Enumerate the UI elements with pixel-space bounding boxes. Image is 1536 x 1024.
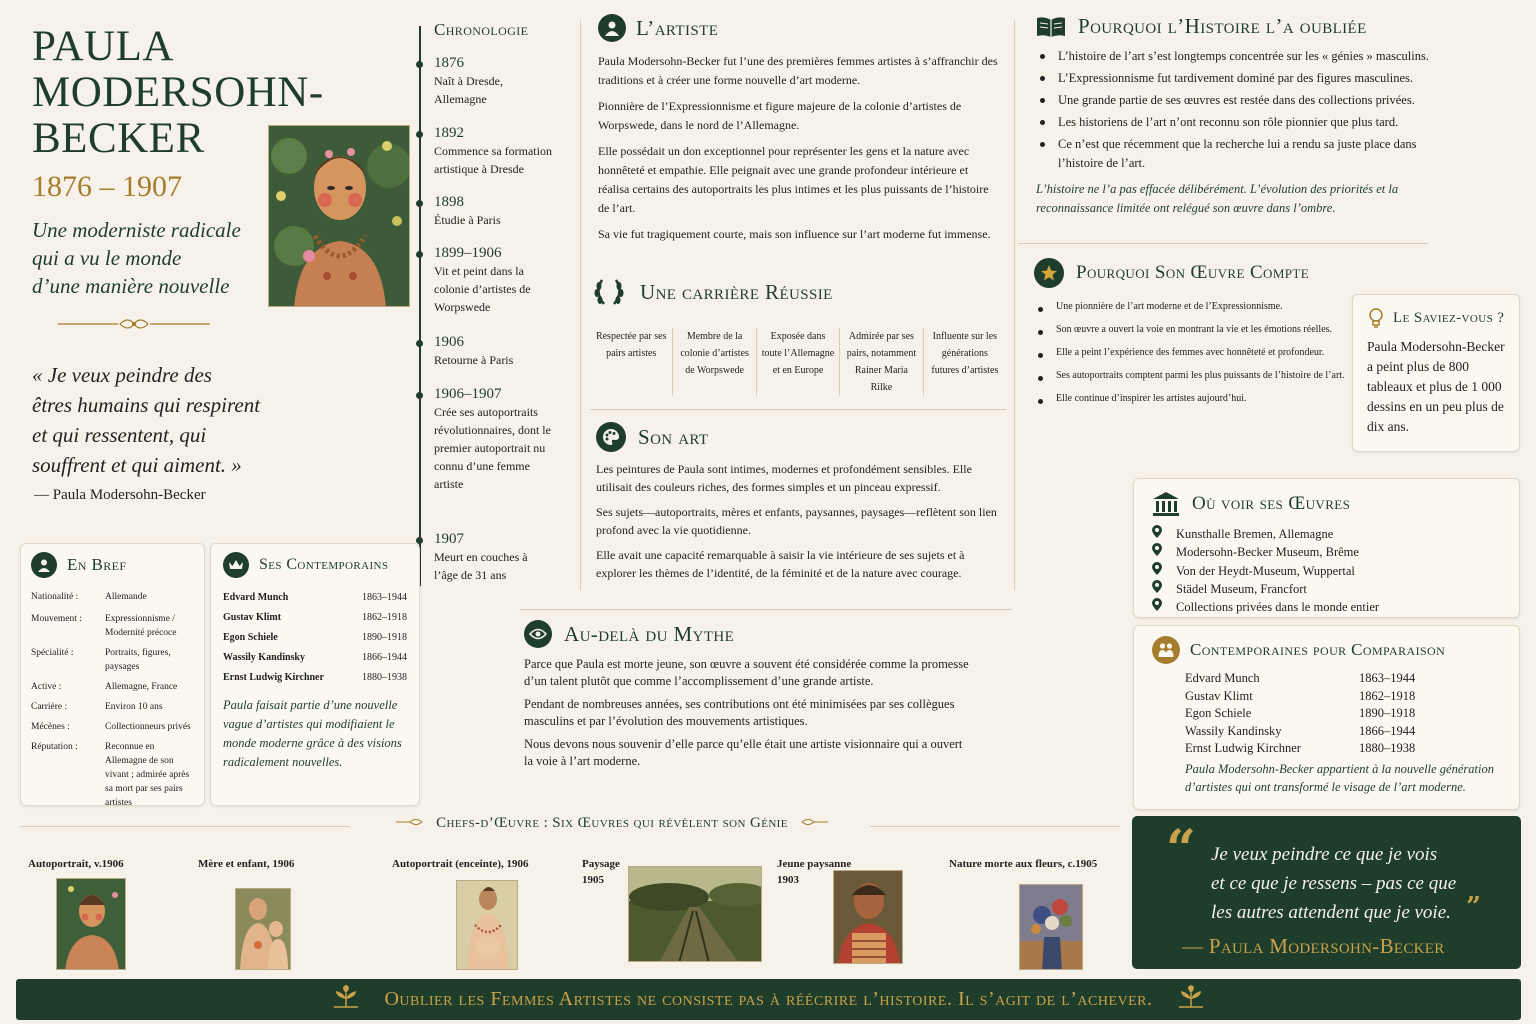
location-label: Collections privées dans le monde entier — [1176, 600, 1380, 615]
chron-dot — [416, 131, 423, 138]
chron-text: Meurt en couches à l’âge de 31 ans — [434, 550, 528, 582]
forgotten-list — [1036, 47, 1466, 173]
table-row — [31, 720, 194, 734]
where-title: Où voir ses Œuvres — [1192, 493, 1351, 514]
chron-year: 1906 — [434, 334, 464, 350]
forgotten-item: L’histoire de l’art s’est longtemps concentrée sur les « génies » masculins. — [1036, 47, 1466, 66]
art-paragraph: Les peintures de Paula sont intimes, modernes et profondément sensibles. Elle utilisait des couleurs riches, des formes simples et un pinceau expressif. — [596, 462, 972, 494]
forgotten-item: Les historiens de l’art n’ont reconnu son rôle pionnier que plus tard. — [1036, 113, 1466, 132]
footer-banner — [16, 979, 1521, 1020]
career-item: Exposée dans toute l’Allemagne et en Europe — [757, 328, 840, 396]
brief-label: Mécènes : — [31, 722, 70, 732]
forgotten-item: Une grande partie de ses œuvres est restée dans des collections privées. — [1036, 91, 1466, 110]
artist-name-cell: Wassily Kandinsky — [223, 652, 305, 663]
artwork-card — [777, 846, 947, 972]
brief-table — [31, 590, 194, 810]
myth-title: Au-delà du Mythe — [564, 621, 735, 646]
chron-year: 1906–1907 — [434, 386, 502, 402]
artist-dates-cell: 1863–1944 — [362, 592, 407, 603]
chron-year: 1899–1906 — [434, 245, 502, 261]
open-book-icon — [1036, 15, 1066, 39]
matters-item: Son œuvre a ouvert la voie en montrant la vie et les émotions réelles. — [1034, 323, 1349, 337]
artist-name-cell: Gustav Klimt — [1185, 688, 1253, 703]
masterpieces-row — [20, 846, 1126, 972]
chron-year: 1907 — [434, 531, 464, 547]
chron-dot — [416, 200, 423, 207]
career-grid — [590, 328, 1006, 396]
artist-dates-cell: 1862–1918 — [362, 612, 407, 623]
artwork-title: Autoportrait, v.1906 — [28, 858, 124, 870]
brief-value: Reconnue en Allemagne de son vivant ; admirée après sa mort par ses pairs artistes — [105, 742, 190, 808]
compare-table — [1152, 670, 1501, 796]
divider-horizontal — [590, 409, 1006, 410]
artist-name-cell: Egon Schiele — [1185, 706, 1252, 720]
left-quote-author: — Paula Modersohn-Becker — [34, 487, 206, 503]
location-label: Modersohn-Becker Museum, Brême — [1176, 545, 1359, 560]
table-row — [1185, 688, 1501, 706]
artwork-image-pregnant-self-portrait — [456, 880, 518, 970]
artist-dates-cell: 1866–1944 — [1359, 723, 1416, 738]
brief-label: Spécialité : — [31, 648, 74, 658]
chron-event — [434, 333, 569, 369]
brief-label: Active : — [31, 682, 62, 692]
brief-value: Portraits, figures, paysages — [105, 648, 171, 672]
matters-list — [1034, 300, 1349, 406]
career-item: Admirée par ses pairs, notamment Rainer Maria Rilke — [840, 328, 923, 396]
chron-event — [434, 385, 554, 493]
where-list — [1152, 525, 1501, 616]
chron-dot — [416, 251, 423, 258]
matters-item: Elle continue d’inspirer les artistes aujourd’hui. — [1034, 392, 1349, 406]
artist-paragraph: Elle possédait un don exceptionnel pour représenter les gens et la nature avec honnêteté et empathie. Elle peignait avec une grande profondeur intérieure et réalisa certains des autoportraits les plus intimes et les plus puissants de l’histoire de l’art. — [598, 144, 989, 215]
art-title: Son art — [638, 424, 709, 449]
chron-dot — [416, 340, 423, 347]
matters-item: Elle a peint l’expérience des femmes avec honnêteté et profondeur. — [1034, 346, 1349, 360]
artist-dates-cell: 1880–1938 — [362, 672, 407, 683]
table-row — [1185, 740, 1501, 758]
table-row — [223, 648, 407, 668]
forgotten-item: Ce n’est que récemment que la recherche lui a rendu sa juste place dans l’histoire de l’art. — [1036, 135, 1436, 173]
map-pin-icon — [1152, 525, 1162, 543]
artist-dates-cell: 1890–1918 — [362, 632, 407, 643]
myth-paragraph: Nous devons nous souvenir d’elle parce qu’elle était une artiste visionnaire qui a ouvert la voie à l’art moderne. — [524, 737, 963, 768]
contemporaries-note: Paula faisait partie d’une nouvelle vague d’artistes qui modifiaient le monde moderne grâce à des visions radicalement nouvelles. — [223, 698, 402, 769]
art-paragraph: Elle avait une capacité remarquable à saisir la vie intérieure de ses sujets et à explorer les thèmes de l’identité, de la féminité et de la nature avec courage. — [596, 548, 965, 580]
myth-paragraph: Parce que Paula est morte jeune, son œuvre a souvent été considérée comme la promesse d’un talent plutôt que comme l’accomplissement d’une grande artiste. — [524, 657, 969, 688]
left-quote-line3: et qui ressentent, qui — [32, 423, 207, 447]
brief-label: Nationalité : — [31, 592, 79, 602]
chronology-line — [419, 26, 421, 586]
people-icon — [1152, 636, 1180, 664]
chron-text: Commence sa formation artistique à Dresde — [434, 144, 552, 176]
table-row — [31, 740, 194, 810]
leaf-ornament-icon — [1177, 985, 1205, 1014]
ornament-divider — [58, 316, 210, 332]
left-quote — [32, 360, 322, 480]
left-quote-line2: êtres humains qui respirent — [32, 393, 261, 417]
tagline-line3: d’une manière nouvelle — [32, 274, 230, 298]
tagline-line1: Une moderniste radicale — [32, 218, 241, 242]
divider-horizontal — [870, 826, 1120, 827]
divider-horizontal — [1018, 243, 1428, 244]
artist-name-cell: Egon Schiele — [223, 632, 278, 643]
artwork-image-peasant-girl — [833, 870, 903, 964]
contemporaries-card — [210, 543, 420, 806]
where-card — [1133, 478, 1520, 618]
divider-horizontal — [20, 826, 350, 827]
eye-icon — [524, 620, 552, 648]
forgotten-title: Pourquoi l’Histoire l’a oubliée — [1078, 14, 1367, 38]
artist-dates-cell: 1866–1944 — [362, 652, 407, 663]
brief-card — [20, 543, 205, 806]
ornament-left-icon — [396, 814, 426, 832]
chron-dot — [416, 61, 423, 68]
brief-value: Allemande — [105, 592, 147, 602]
laurel-icon — [592, 276, 626, 308]
palette-icon — [596, 422, 626, 452]
chron-dot — [416, 392, 423, 399]
brief-value: Collectionneurs privés — [105, 722, 191, 732]
artwork-image-self-portrait — [56, 878, 126, 970]
matters-item: Une pionnière de l’art moderne et de l’Expressionnisme. — [1034, 300, 1349, 314]
chron-text: Crée ses autoportraits révolutionnaires, dont le premier autoportrait nu connu d’une femme artiste — [434, 405, 551, 491]
contemporaries-title: Ses Contemporains — [259, 556, 389, 573]
artist-name-line2: MODERSOHN- — [32, 69, 324, 116]
table-row — [31, 612, 194, 640]
artwork-card — [582, 846, 772, 972]
location-label: Kunsthalle Bremen, Allemagne — [1176, 527, 1334, 541]
chron-event — [434, 54, 534, 108]
chron-text: Retourne à Paris — [434, 353, 514, 367]
artist-name-line1: PAULA — [32, 23, 174, 70]
ornament-right-icon — [798, 814, 828, 832]
right-quote-author: — Paula Modersohn-Becker — [1182, 934, 1445, 958]
right-quote-line2: et ce que je ressens – pas ce que — [1211, 873, 1457, 894]
contemporaries-table — [223, 588, 407, 688]
table-row — [31, 700, 194, 714]
myth-paragraph: Pendant de nombreuses années, ses contributions ont été minimisées par ses collègues masculins et par l’évolution des mouvements artistiques. — [524, 697, 955, 728]
artist-name-cell: Ernst Ludwig Kirchner — [223, 672, 324, 683]
quote-card — [1132, 816, 1521, 969]
portrait-painting — [268, 125, 410, 307]
artist-name-cell: Edvard Munch — [223, 592, 289, 603]
right-quote-line1: Je veux peindre ce que je vois — [1211, 844, 1438, 865]
lightbulb-icon — [1367, 307, 1385, 329]
masterpieces-heading — [362, 814, 862, 832]
artist-tagline — [32, 216, 241, 300]
location-label: Städel Museum, Francfort — [1176, 581, 1307, 596]
table-row — [223, 628, 407, 648]
museum-icon — [1152, 491, 1180, 517]
chron-event — [434, 244, 549, 316]
artwork-title: Autoportrait (enceinte), 1906 — [392, 858, 529, 870]
location-item — [1152, 543, 1501, 561]
chron-event — [434, 193, 569, 229]
artist-paragraph: Paula Modersohn-Becker fut l’une des premières femmes artistes à s’affranchir des traditions et à créer une forme nouvelle d’art moderne. — [598, 54, 998, 87]
career-section — [592, 276, 1012, 308]
table-row — [1185, 705, 1501, 723]
artist-dates: 1876 – 1907 — [32, 170, 182, 203]
matters-section — [1034, 258, 1349, 406]
career-item: Influente sur les générations futures d’artistes — [931, 331, 999, 376]
artist-paragraph: Pionnière de l’Expressionnisme et figure majeure de la colonie d’artistes de Worpswede, dans le nord de l’Allemagne. — [598, 99, 962, 132]
person-icon — [598, 14, 626, 42]
brief-value: Allemagne, France — [105, 682, 178, 692]
close-quote-icon: ” — [1466, 892, 1481, 922]
table-row — [223, 608, 407, 628]
forgotten-section — [1036, 14, 1476, 218]
artwork-title: Nature morte aux fleurs, c.1905 — [949, 858, 1098, 870]
masterpieces-title: Chefs-d’Œuvre : Six Œuvres qui révèlent son Génie — [436, 814, 788, 831]
artist-name-line3: BECKER — [32, 115, 205, 162]
chron-text: Vit et peint dans la colonie d’artistes de Worpswede — [434, 264, 531, 314]
compare-note: Paula Modersohn-Becker appartient à la nouvelle génération d’artistes qui ont transformé le visage de l’art moderne. — [1185, 761, 1494, 794]
table-row — [1185, 723, 1501, 741]
chron-event — [434, 530, 539, 584]
leaf-ornament-icon — [332, 985, 360, 1014]
artist-name-cell: Wassily Kandinsky — [1185, 723, 1282, 738]
brief-title: En Bref — [67, 555, 127, 574]
brief-label: Réputation : — [31, 742, 78, 752]
artwork-subtitle: 1903 — [777, 874, 799, 886]
chron-text: Étudie à Paris — [434, 213, 501, 227]
compare-card — [1133, 625, 1520, 810]
chron-text: Naît à Dresde, Allemagne — [434, 74, 503, 106]
artist-dates-cell: 1880–1938 — [1359, 741, 1416, 755]
location-item — [1152, 580, 1501, 598]
divider-horizontal — [520, 609, 1012, 610]
right-quote-line3: les autres attendent que je voie. — [1211, 902, 1451, 923]
brief-label: Carrière : — [31, 702, 68, 712]
career-item: Membre de la colonie d’artistes de Worpswede — [673, 328, 756, 396]
artist-dates-cell: 1862–1918 — [1359, 688, 1416, 703]
career-item: Respectée par ses pairs artistes — [590, 328, 673, 396]
artwork-card — [198, 846, 388, 972]
table-row — [31, 646, 194, 674]
did-you-know-card — [1352, 294, 1520, 452]
artwork-image-landscape — [628, 866, 762, 962]
myth-section — [524, 620, 1004, 770]
person-circle-icon — [31, 552, 57, 578]
brief-value: Environ 10 ans — [105, 702, 163, 712]
chron-year: 1892 — [434, 125, 464, 141]
artist-dates-cell: 1863–1944 — [1359, 671, 1416, 685]
footer-text: Oublier les Femmes Artistes ne consiste pas à réécrire l’histoire. Il s’agit de l’achever. — [384, 988, 1153, 1010]
location-label: Von der Heydt-Museum, Wuppertal — [1176, 563, 1355, 578]
artwork-card — [20, 846, 190, 972]
table-row — [1185, 670, 1501, 688]
table-row — [223, 588, 407, 608]
tagline-line2: qui a vu le monde — [32, 246, 182, 270]
map-pin-icon — [1152, 580, 1162, 598]
artist-name-cell: Gustav Klimt — [223, 612, 282, 623]
open-quote-icon: “ — [1166, 819, 1196, 880]
artist-section — [598, 14, 998, 244]
matters-title: Pourquoi Son Œuvre Compte — [1076, 262, 1310, 283]
did-you-know-text: Paula Modersohn-Becker a peint plus de 800 tableaux et plus de 1 000 dessins en un peu plus de dix ans. — [1367, 339, 1505, 434]
crown-icon — [223, 552, 249, 578]
career-title: Une carrière Réussie — [640, 279, 833, 304]
chronology-title: Chronologie — [434, 20, 529, 39]
artwork-subtitle: 1905 — [582, 874, 604, 886]
matters-item: Ses autoportraits comptent parmi les plus puissants de l’histoire de l’art. — [1034, 369, 1349, 383]
chron-year: 1876 — [434, 55, 464, 71]
did-you-know-title: Le Saviez-vous ? — [1393, 309, 1505, 326]
artist-paragraph: Sa vie fut tragiquement courte, mais son influence sur l’art moderne fut immense. — [598, 227, 991, 241]
table-row — [223, 668, 407, 688]
divider-vertical — [1014, 20, 1015, 590]
artwork-title: Mère et enfant, 1906 — [198, 858, 295, 870]
artwork-title: Jeune paysanne — [777, 858, 852, 870]
map-pin-icon — [1152, 598, 1162, 616]
table-row — [31, 590, 194, 604]
right-quote-text — [1211, 840, 1456, 927]
artwork-title: Paysage — [582, 858, 620, 870]
forgotten-note: L’histoire ne l’a pas effacée délibérément. L’évolution des priorités et la reconnaissance limitée ont relégué son œuvre dans l’ombre. — [1036, 182, 1399, 215]
artwork-image-still-life-flowers — [1019, 884, 1083, 970]
artist-title: L’artiste — [636, 15, 719, 40]
table-row — [31, 680, 194, 694]
left-quote-line4: souffrent et qui aiment. » — [32, 453, 242, 477]
location-item — [1152, 562, 1501, 580]
divider-vertical — [580, 20, 581, 590]
map-pin-icon — [1152, 562, 1162, 580]
art-paragraph: Ses sujets—autoportraits, mères et enfants, paysannes, paysages—reflètent son lien profond avec la vie quotidienne. — [596, 505, 997, 537]
chron-year: 1898 — [434, 194, 464, 210]
art-section — [596, 422, 1006, 582]
brief-value: Expressionnisme / Modernité précoce — [105, 614, 177, 638]
location-item — [1152, 598, 1501, 616]
artist-name-cell: Ernst Ludwig Kirchner — [1185, 741, 1301, 755]
artwork-card — [392, 846, 582, 972]
artwork-card — [949, 846, 1126, 972]
location-item — [1152, 525, 1501, 543]
artist-name-cell: Edvard Munch — [1185, 671, 1260, 685]
map-pin-icon — [1152, 543, 1162, 561]
brief-label: Mouvement : — [31, 614, 82, 624]
chron-event — [434, 124, 569, 178]
artist-dates-cell: 1890–1918 — [1359, 706, 1416, 720]
star-icon — [1034, 258, 1064, 288]
left-quote-line1: « Je veux peindre des — [32, 363, 212, 387]
forgotten-item: L’Expressionnisme fut tardivement dominé par des figures masculines. — [1036, 69, 1466, 88]
compare-title: Contemporaines pour Comparaison — [1190, 640, 1446, 659]
artwork-image-mother-child — [235, 888, 291, 970]
